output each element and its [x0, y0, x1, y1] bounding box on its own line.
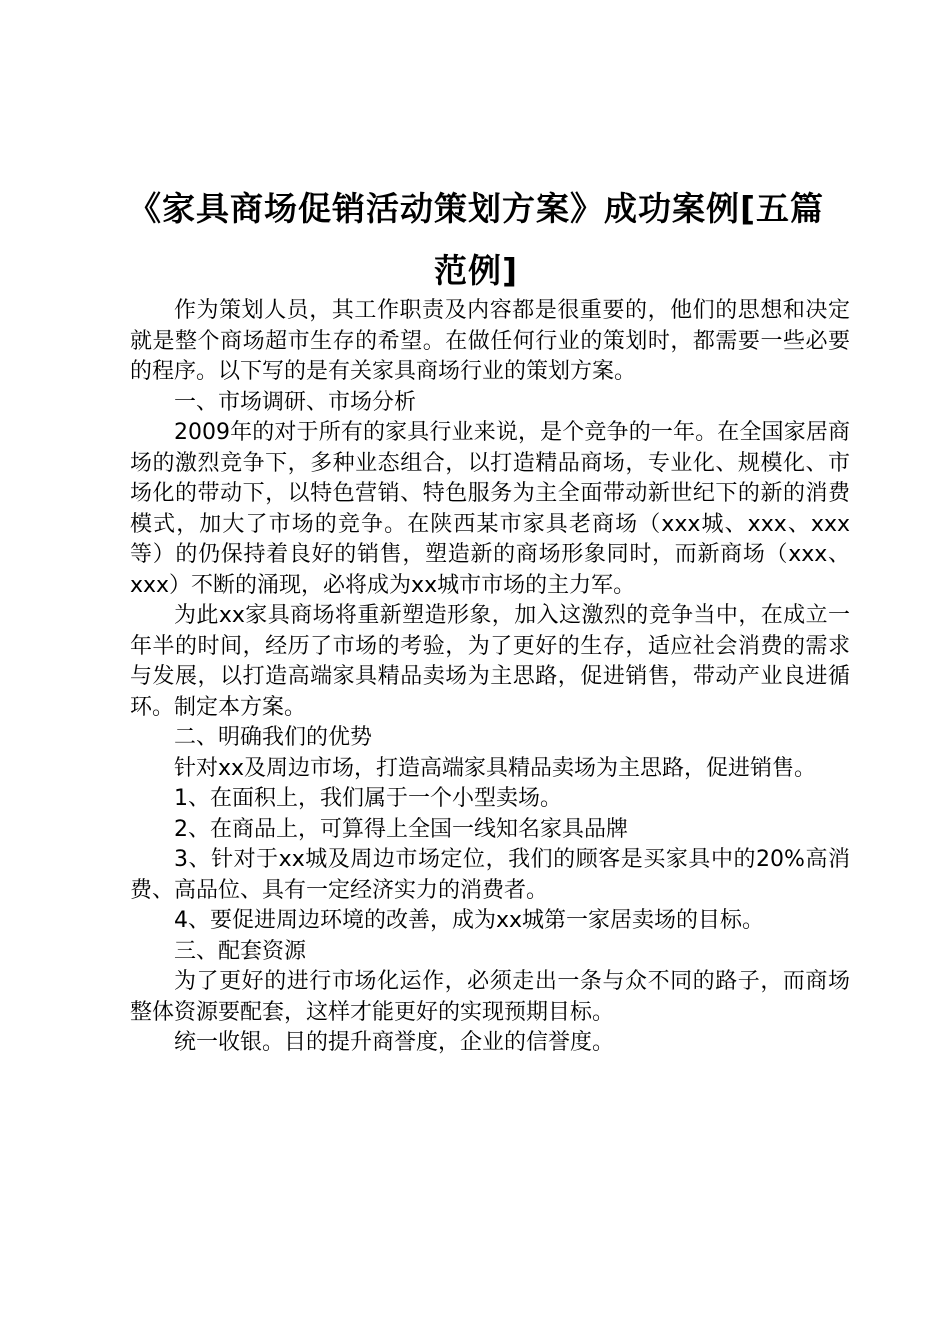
paragraph-intro: 作为策划人员，其工作职责及内容都是很重要的，他们的思想和决定就是整个商场超市生存的希望。在做任何行业的策划时，都需要一些必要的程序。以下写的是有关家具商场行业的策划方案。: [130, 298, 850, 384]
document-body: [130, 296, 850, 1059]
document-title: 《家具商场促销活动策划方案》成功案例[五篇范例]: [127, 189, 825, 290]
paragraph-unified-checkout: 统一收银。目的提升商誉度，企业的信誉度。: [174, 1030, 615, 1055]
list-item-products: 2、在商品上，可算得上全国一线知名家具品牌: [174, 816, 628, 842]
list-item-positioning: 3、针对于xx城及周边市场定位，我们的顾客是买家具中的20%高消费、高品位、具有一定经济实力的消费者。: [130, 847, 850, 903]
section-heading-resources: 三、配套资源: [174, 938, 307, 964]
paragraph-market-analysis: 2009年的对于所有的家具行业来说，是个竞争的一年。在全国家居商场的激烈竞争下，多种业态组合，以打造精品商场，专业化、规模化、市场化的带动下，以特色营销、特色服务为主全面带动新世纪下的新的消费模式，加大了市场的竞争。在陕西某市家具老商场（xxx城、xxx、xxx等）的仍保持着良好的销售，塑造新的商场形象同时，而新商场（xxx、xxx）不断的涌现，必将成为xx城市市场的主力军。: [130, 420, 850, 598]
list-item-environment: 4、要促进周边环境的改善，成为xx城第一家居卖场的目标。: [174, 908, 765, 933]
paragraph-reshape-image: 为此xx家具商场将重新塑造形象，加入这激烈的竞争当中，在成立一年半的时间，经历了市场的考验，为了更好的生存，适应社会消费的需求与发展，以打造高端家具精品卖场为主思路，促进销售，带动产业良进循环。制定本方案。: [130, 603, 850, 720]
section-heading-advantages: 二、明确我们的优势: [174, 725, 373, 750]
section-heading-market-research: 一、市场调研、市场分析: [174, 389, 417, 415]
paragraph-resources: 为了更好的进行市场化运作，必须走出一条与众不同的路子，而商场整体资源要配套，这样才能更好的实现预期目标。: [130, 969, 850, 1025]
paragraph-advantages-intro: 针对xx及周边市场，打造高端家具精品卖场为主思路，促进销售。: [174, 755, 817, 781]
list-item-area: 1、在面积上，我们属于一个小型卖场。: [174, 786, 562, 811]
